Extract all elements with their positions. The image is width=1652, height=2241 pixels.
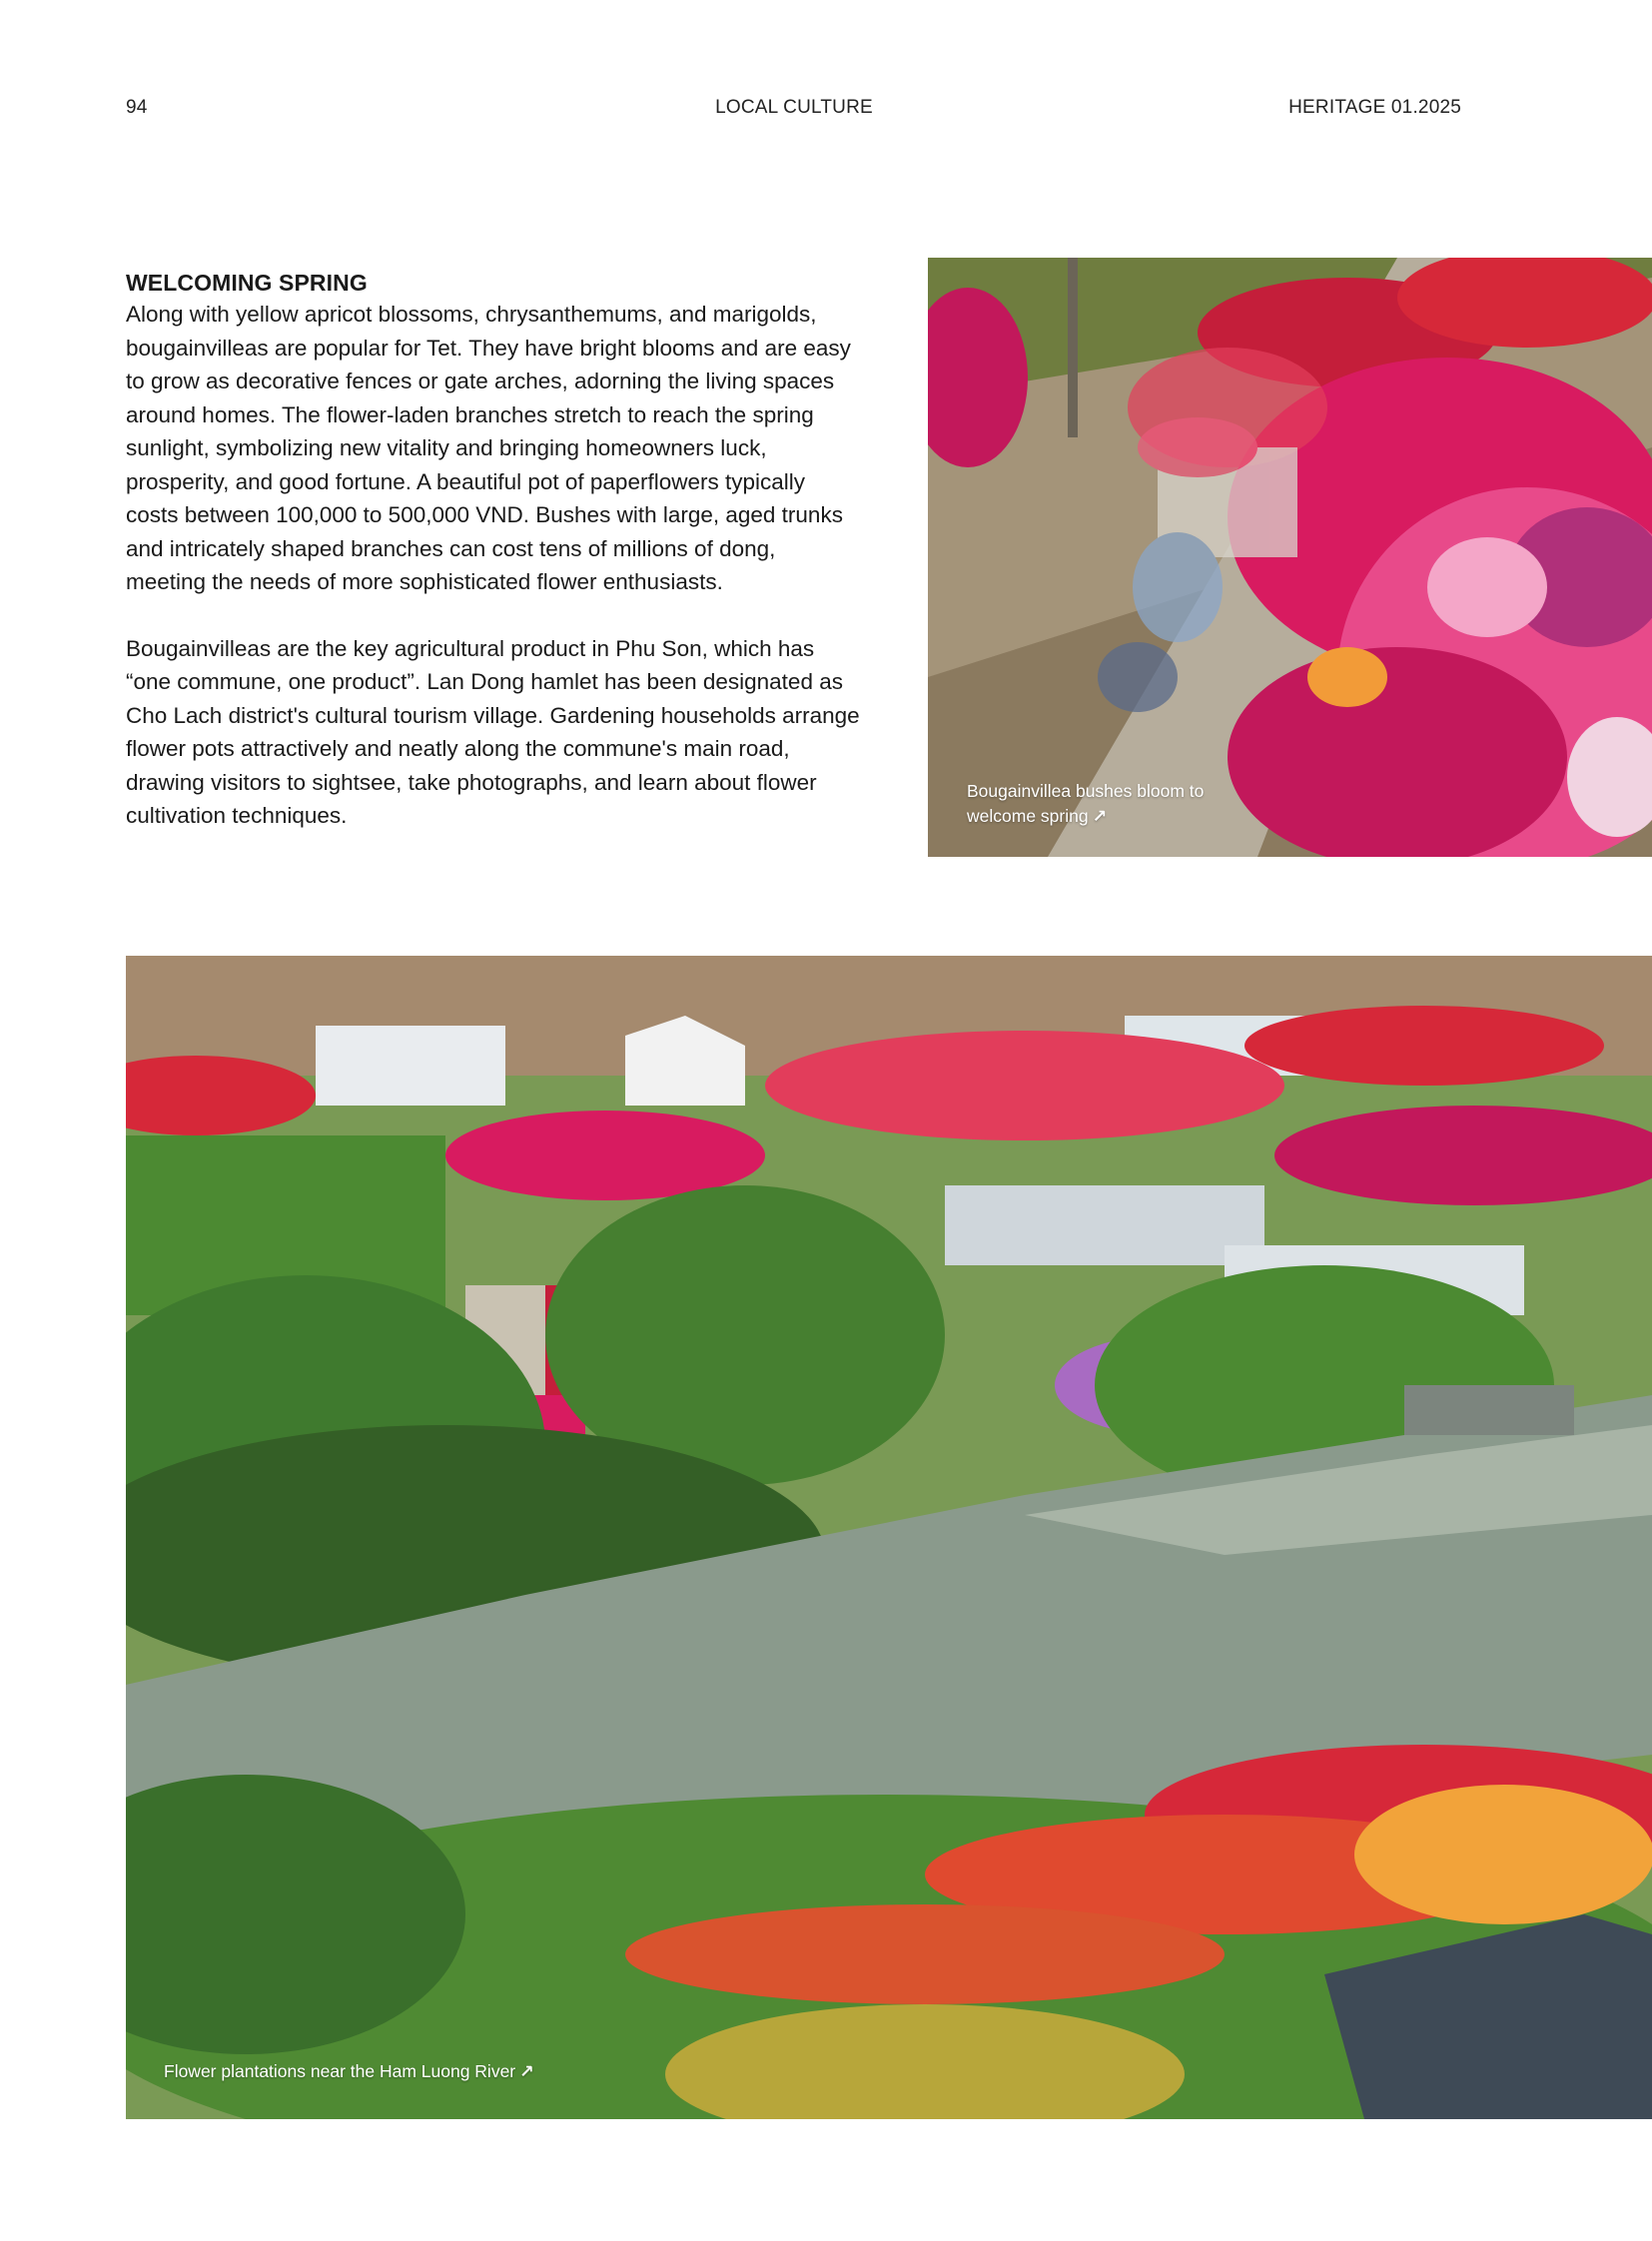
- flower-plantation-photo-image: [126, 956, 1652, 2119]
- arrow-up-right-icon: ↗: [519, 2061, 534, 2081]
- photo-caption-main: [164, 2059, 534, 2084]
- issue-label: HERITAGE 01.2025: [1288, 97, 1461, 118]
- article-heading: WELCOMING SPRING: [126, 270, 368, 296]
- caption-top-text: Bougainvillea bushes bloom to welcome spring: [967, 781, 1205, 826]
- bougainvillea-photo-image: [928, 258, 1652, 857]
- caption-main-text: Flower plantations near the Ham Luong River: [164, 2061, 516, 2081]
- bougainvillea-photo: [928, 258, 1652, 857]
- article-body: [126, 268, 860, 833]
- paragraph-2: Bougainvilleas are the key agricultural product in Phu Son, which has “one commune, one product”. Lan Dong hamlet has been designated as Cho Lach district's cultural tourism village. Gardening households arrange flower pots attractively and neatly along the commune's main road, drawing visitors to sightsee, take photographs, and learn about flower cultivation techniques.: [126, 635, 860, 828]
- photo-caption-top: [967, 779, 1227, 829]
- page-number: 94: [126, 97, 148, 118]
- paragraph-1: Along with yellow apricot blossoms, chrysanthemums, and marigolds, bougainvilleas are popular for Tet. They have bright blooms and are easy to grow as decorative fences or gate arches, adorning the living spaces around homes. The flower-laden branches stretch to reach the spring sunlight, symbolizing new vitality and bringing homeowners luck, prosperity, and good fortune. A beautiful pot of paperflowers typically costs between 100,000 to 500,000 VND. Bushes with large, aged trunks and intricately shaped branches can cost tens of millions of dong, meeting the needs of more sophisticated flower enthusiasts.: [126, 302, 851, 594]
- flower-plantation-photo: [126, 956, 1652, 2119]
- arrow-up-right-icon: ↗: [1092, 806, 1108, 826]
- section-title: LOCAL CULTURE: [715, 97, 873, 118]
